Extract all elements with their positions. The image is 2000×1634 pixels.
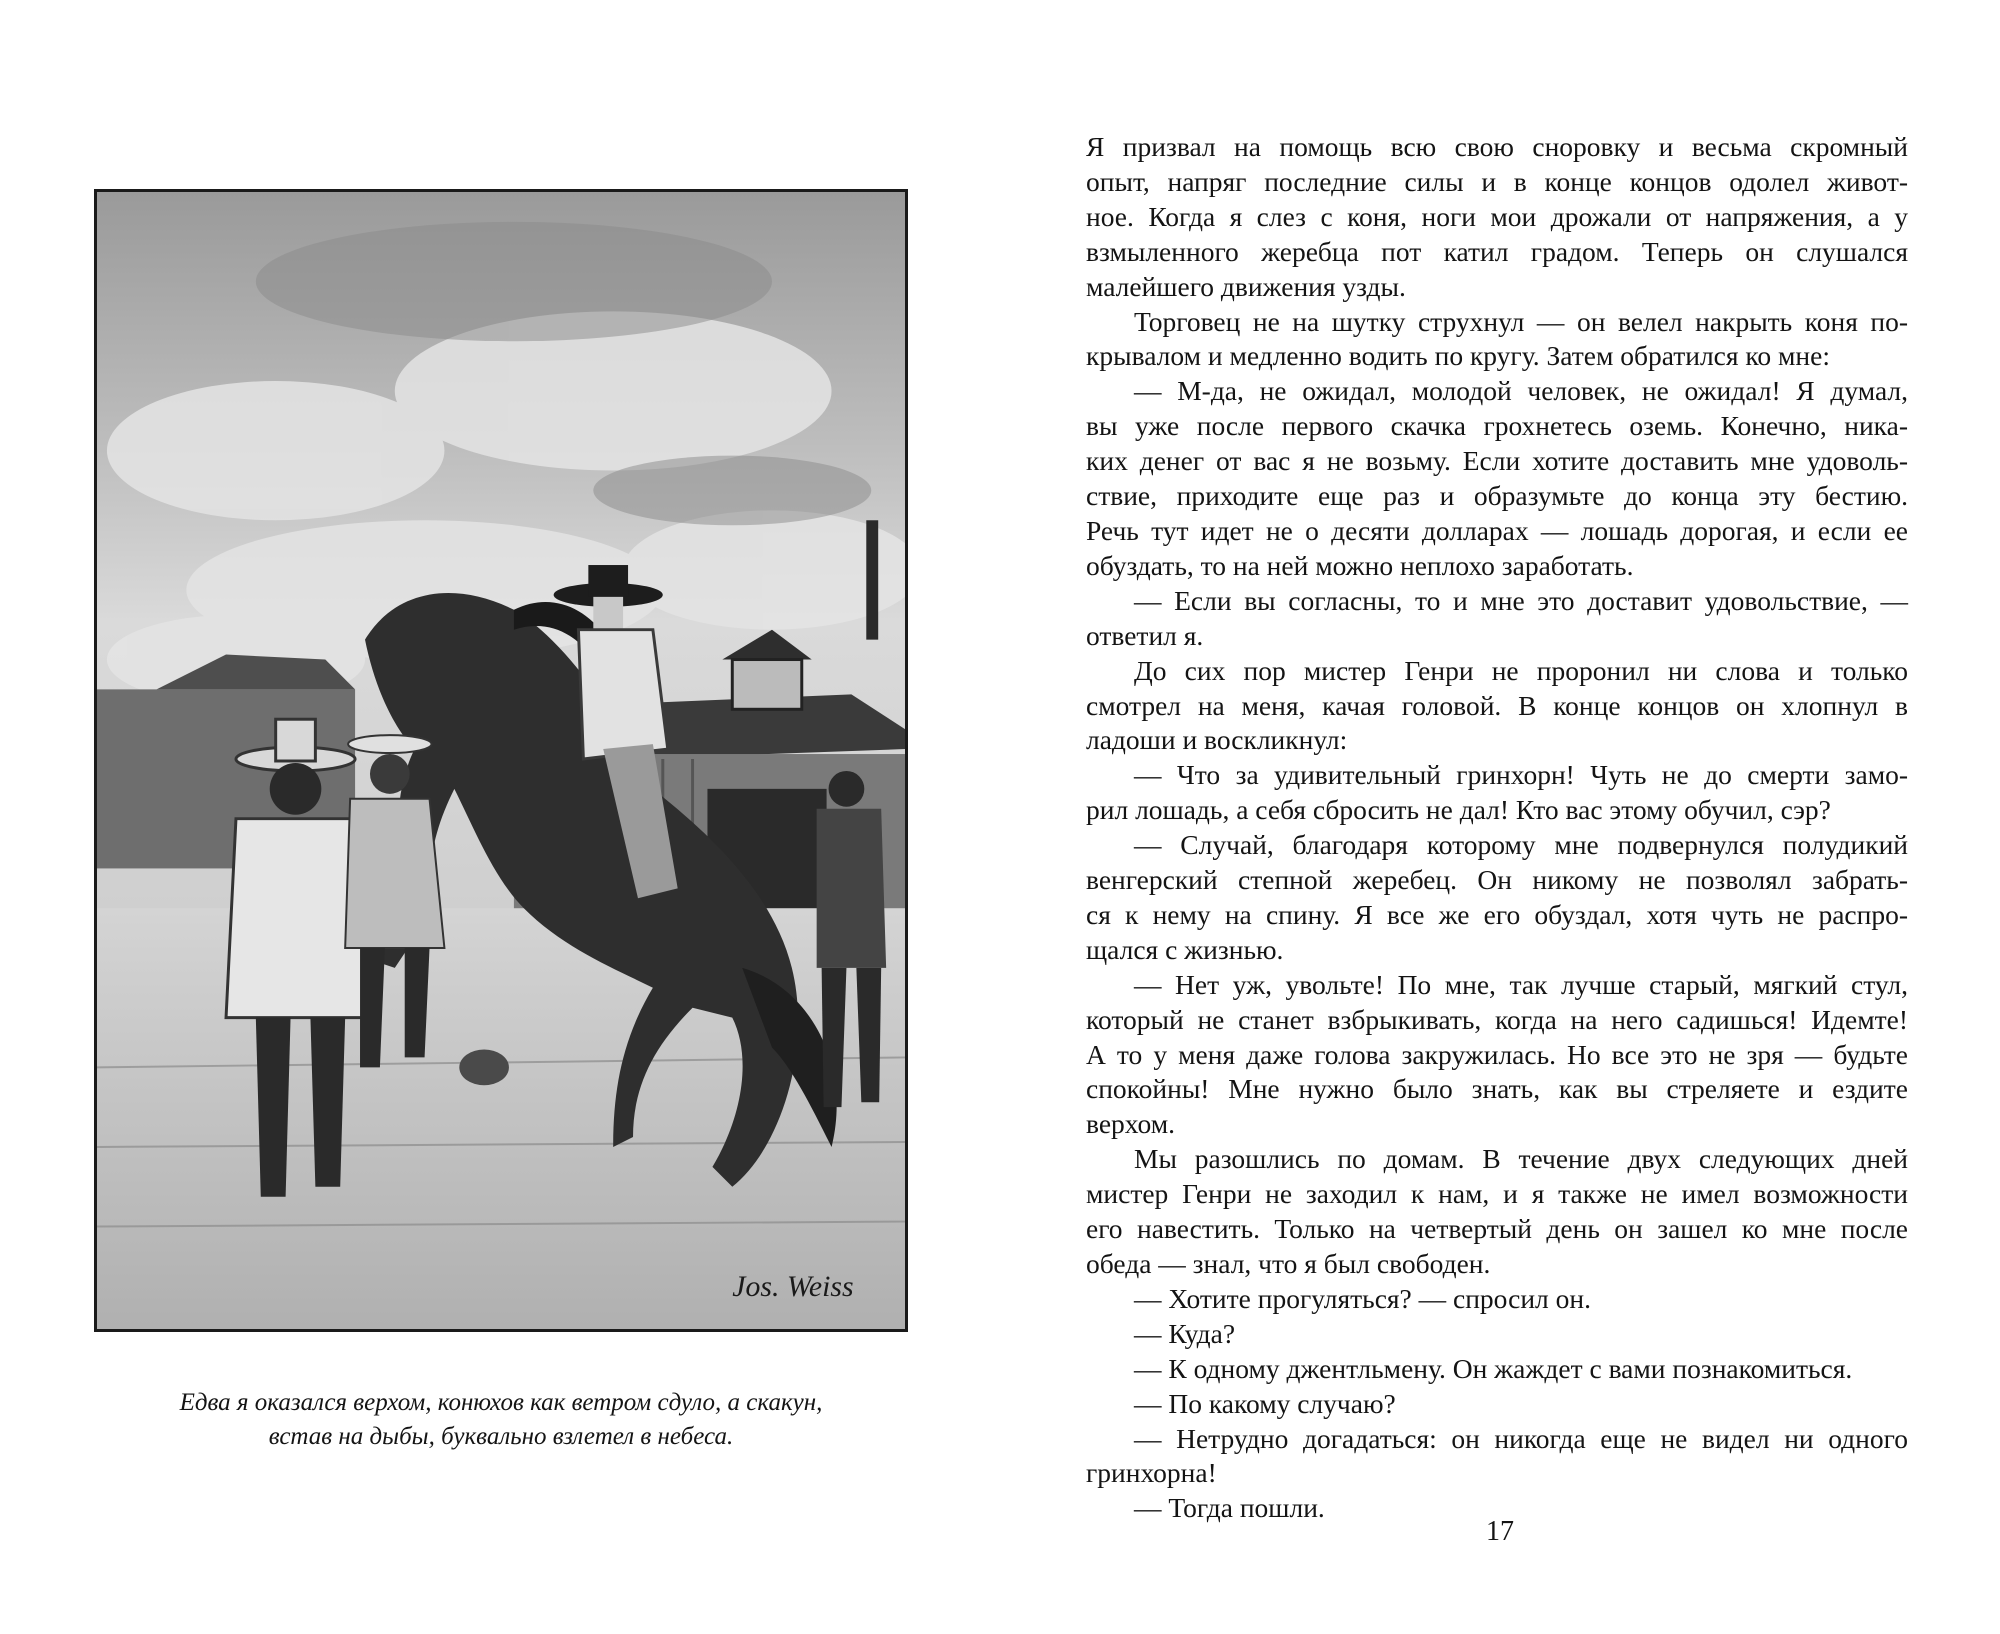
text-line: ствие, приходите еще раз и образумьте до конца эту бестию. [1086, 480, 1908, 512]
text-line: ладоши и воскликнул: [1086, 724, 1348, 756]
page-number: 17 [1486, 1516, 1514, 1547]
text-line: — К одному джентльмену. Он жаждет с вами познакомиться. [1134, 1352, 1853, 1384]
text-line: опыт, напряг последние силы и в конце концов одолел живот- [1086, 165, 1908, 197]
text-line: — Если вы согласны, то и мне это доставит удовольствие, — [1134, 584, 1908, 616]
text-line: — Тогда пошли. [1134, 1492, 1325, 1524]
text-line: верхом. [1086, 1108, 1175, 1140]
text-line: смотрел на меня, качая головой. В конце концов он хлопнул в [1086, 689, 1908, 721]
illustration-caption [94, 1386, 908, 1454]
text-line: рил лошадь, а себя сбросить не дал! Кто вас этому обучил, сэр? [1086, 794, 1831, 826]
text-line: обуздать, то на ней можно неплохо заработать. [1086, 549, 1634, 581]
caption-line: Едва я оказался верхом, конюхов как ветром сдуло, а скакун, [179, 1389, 823, 1416]
illustration-signature: Jos. Weiss [732, 1270, 854, 1304]
body-text [1086, 130, 1908, 1526]
text-line: А то у меня даже голова закружилась. Но все это не зря — будьте [1086, 1038, 1908, 1070]
text-line: спокойны! Мне нужно было знать, как вы стреляете и ездите [1086, 1073, 1908, 1105]
text-line: Я призвал на помощь всю свою сноровку и весьма скромный [1086, 131, 1908, 162]
text-line: гринхорна! [1086, 1457, 1217, 1489]
text-line: — Хотите прогуляться? — спросил он. [1134, 1282, 1591, 1314]
text-line: — Случай, благодаря которому мне подвернулся полудикий [1134, 829, 1908, 861]
text-line: вы уже после первого скачка грохнетесь оземь. Конечно, ника- [1086, 410, 1908, 442]
barrel [459, 1049, 509, 1085]
text-line: который не станет взбрыкивать, когда на него садишься! Идемте! [1086, 1003, 1908, 1035]
text-line: обеда — знал, что я был свободен. [1086, 1248, 1491, 1279]
text-line: ное. Когда я слез с коня, ноги мои дрожали от напряжения, а у [1086, 200, 1908, 232]
text-line: — М-да, не ожидал, молодой человек, не ожидал! Я думал, [1134, 375, 1908, 407]
text-line: Мы разошлись по домам. В течение двух следующих дней [1134, 1143, 1908, 1175]
text-line: — По какому случаю? [1134, 1387, 1396, 1419]
text-line: — Куда? [1134, 1317, 1236, 1349]
text-line: его навестить. Только на четвертый день он зашел ко мне после [1086, 1213, 1908, 1245]
text-line: взмыленного жеребца пот катил градом. Теперь он слушался [1086, 235, 1908, 267]
text-line: ответил я. [1086, 619, 1204, 651]
text-line: До сих пор мистер Генри не проронил ни слова и только [1134, 654, 1908, 686]
text-line: крывалом и медленно водить по кругу. Затем обратился ко мне: [1086, 340, 1830, 372]
illustration-engraving [97, 192, 905, 1329]
text-line: — Что за удивительный гринхорн! Чуть не до смерти замо- [1134, 759, 1908, 791]
illustration [94, 189, 908, 1332]
text-line: мистер Генри не заходил к нам, и я также не имел возможности [1086, 1178, 1908, 1210]
text-line: — Нетрудно догадаться: он никогда еще не видел ни одного [1134, 1422, 1908, 1454]
text-line: — Нет уж, увольте! По мне, так лучше старый, мягкий стул, [1134, 968, 1908, 1000]
text-line: ких денег от вас я не возьму. Если хотите доставить мне удоволь- [1086, 445, 1908, 477]
text-line: малейшего движения узды. [1086, 270, 1406, 302]
caption-line: встав на дыбы, буквально взлетел в небеса. [268, 1423, 734, 1450]
text-line: Речь тут идет не о десяти долларах — лошадь дорогая, и если ее [1086, 514, 1908, 546]
text-line: щался с жизнью. [1086, 933, 1284, 965]
text-line: венгерский степной жеребец. Он никому не позволял забрать- [1086, 864, 1908, 896]
text-line: ся к нему на спину. Я все же его обуздал, хотя чуть не распро- [1086, 898, 1908, 930]
text-line: Торговец не на шутку струхнул — он велел накрыть коня по- [1134, 305, 1908, 337]
